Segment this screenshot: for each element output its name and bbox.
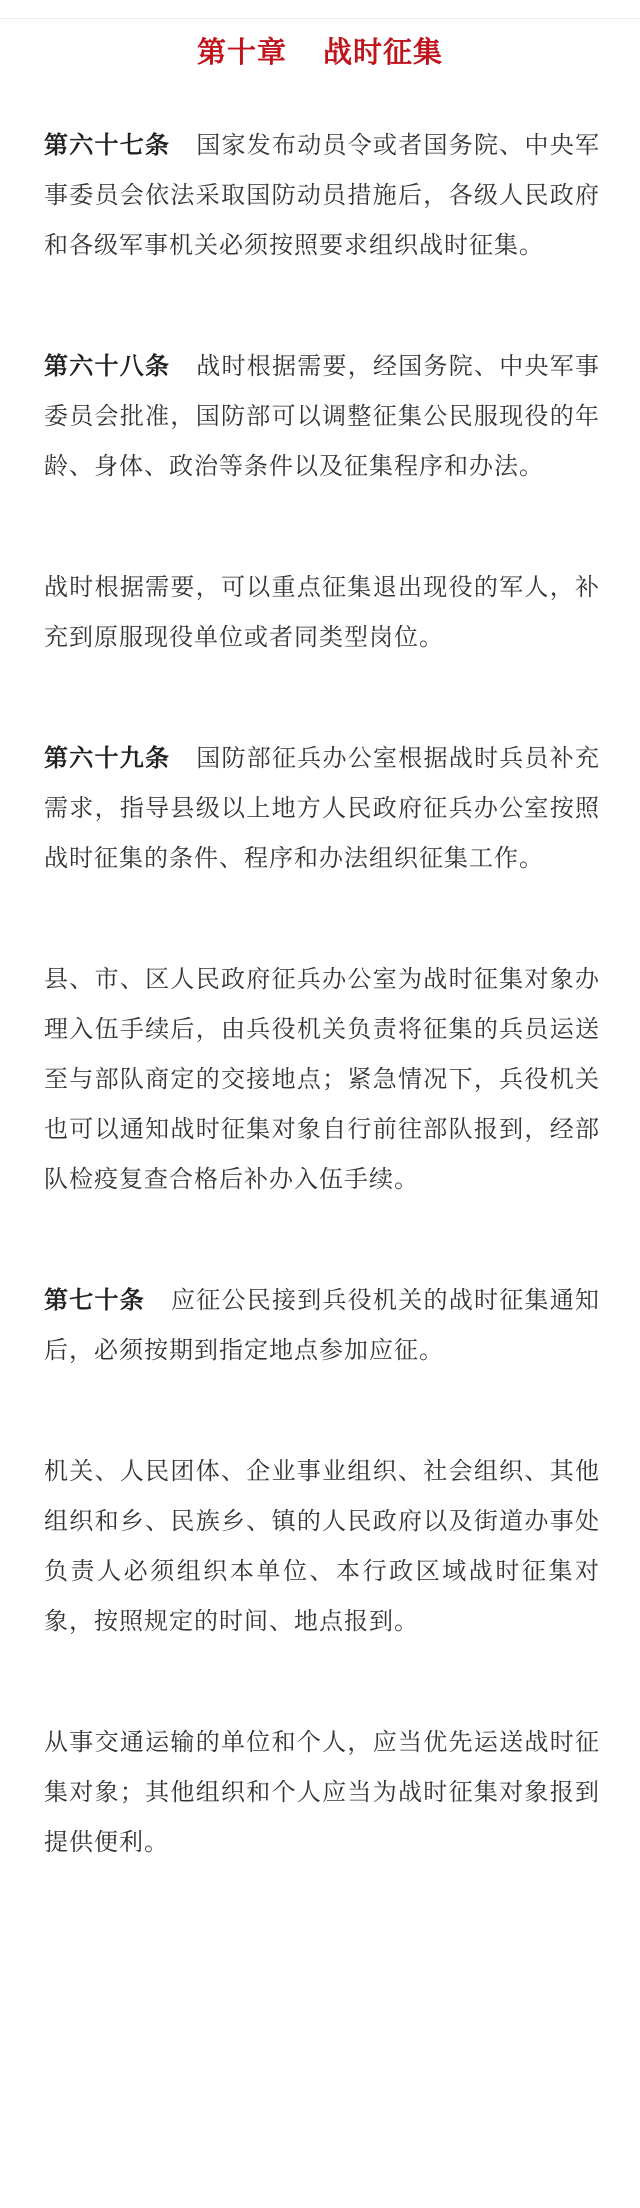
article-text: 国防部征兵办公室根据战时兵员补充需求，指导县级以上地方人民政府征兵办公室按照战时征集的条件、程序和办法组织征集工作。 [44,744,600,872]
article-69-paragraph [44,733,600,883]
paragraph-text: 县、市、区人民政府征兵办公室为战时征集对象办理入伍手续后，由兵役机关负责将征集的兵员运送至与部队商定的交接地点；紧急情况下，兵役机关也可以通知战时征集对象自行前往部队报到，经部队检疫复查合格后补办入伍手续。 [44,965,600,1193]
paragraph-text: 战时根据需要，可以重点征集退出现役的军人，补充到原服现役单位或者同类型岗位。 [44,573,600,651]
chapter-number: 第十章 [196,35,287,69]
article-number: 第七十条 [44,1286,145,1314]
article-text: 国家发布动员令或者国务院、中央军事委员会依法采取国防动员措施后，各级人民政府和各级军事机关必须按照要求组织战时征集。 [44,131,600,259]
article-69-continuation [44,954,600,1204]
article-content [44,120,600,1938]
article-number: 第六十九条 [44,744,171,772]
article-67-paragraph [44,120,600,270]
paragraph-text: 从事交通运输的单位和个人，应当优先运送战时征集对象；其他组织和个人应当为战时征集对象报到提供便利。 [44,1728,600,1856]
article-70-continuation-2 [44,1717,600,1867]
article-text: 战时根据需要，经国务院、中央军事委员会批准，国防部可以调整征集公民服现役的年龄、身体、政治等条件以及征集程序和办法。 [44,352,600,480]
article-70-paragraph [44,1275,600,1375]
article-text: 应征公民接到兵役机关的战时征集通知后，必须按期到指定地点参加应征。 [44,1286,600,1364]
article-68-paragraph [44,341,600,491]
article-68-continuation [44,562,600,662]
chapter-name: 战时征集 [323,35,444,69]
article-number: 第六十八条 [44,352,171,380]
article-number: 第六十七条 [44,131,171,159]
article-70-continuation [44,1446,600,1646]
top-divider [0,0,640,19]
chapter-title [0,30,640,74]
paragraph-text: 机关、人民团体、企业事业组织、社会组织、其他组织和乡、民族乡、镇的人民政府以及街道办事处负责人必须组织本单位、本行政区域战时征集对象，按照规定的时间、地点报到。 [44,1457,600,1635]
